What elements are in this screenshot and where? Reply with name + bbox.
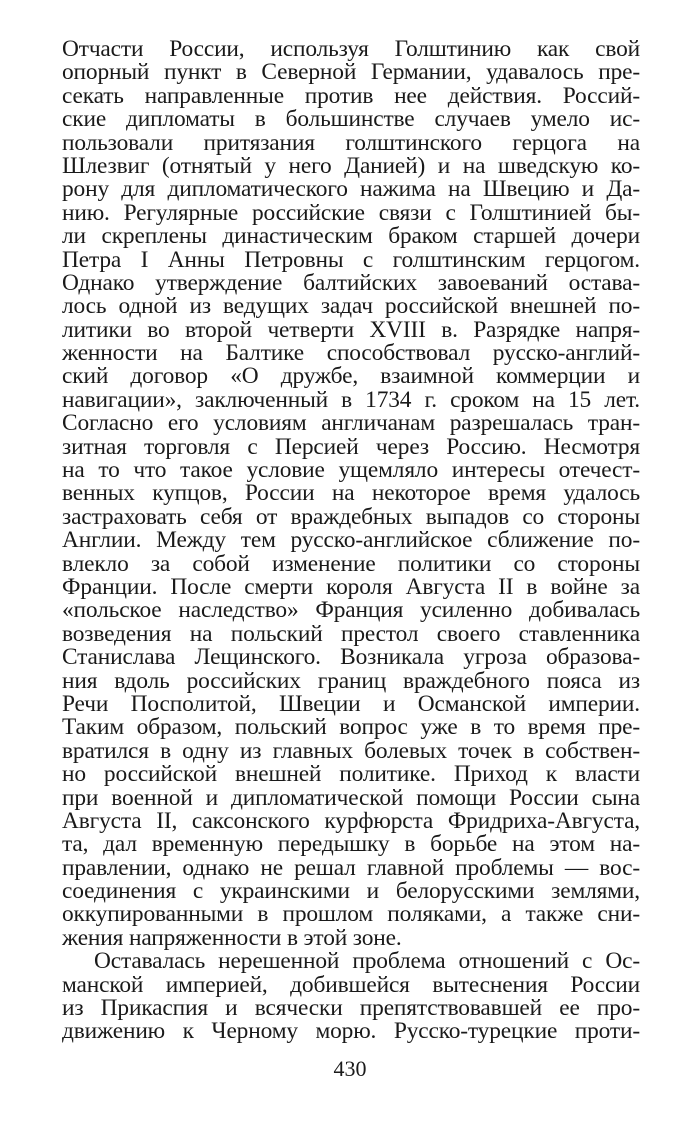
text-line: рону для дипломатического нажима на Швецию и Да- bbox=[62, 176, 640, 203]
text-line: ли скреплены династическим браком старшей дочери bbox=[62, 223, 640, 250]
text-line: ния вдоль российских границ враждебного пояса из bbox=[62, 667, 640, 694]
text-line: ский договор «О дружбе, взаимной коммерции и bbox=[62, 363, 640, 390]
text-line: ские дипломаты в большинстве случаев умело ис- bbox=[62, 106, 640, 133]
text-line: Однако утверждение балтийских завоеваний остава- bbox=[62, 269, 640, 296]
text-line: секать направленные против нее действия. Россий- bbox=[62, 82, 640, 109]
text-line: оккупированными в прошлом поляками, а также сни- bbox=[62, 901, 640, 928]
text-line: возведения на польский престол своего ставленника bbox=[62, 620, 640, 647]
text-line: литики во второй четверти XVIII в. Разрядке напря- bbox=[62, 316, 640, 343]
text-line: опорный пункт в Северной Германии, удавалось пре- bbox=[62, 59, 640, 86]
text-line: лось одной из ведущих задач российской внешней по- bbox=[62, 293, 640, 320]
text-line: соединения с украинскими и белорусскими землями, bbox=[62, 878, 640, 905]
text-line: на то что такое условие ущемляло интересы отечест- bbox=[62, 457, 640, 484]
text-line: но российской внешней политике. Приход к власти bbox=[62, 761, 640, 788]
text-line: Англии. Между тем русско-английское сближение по- bbox=[62, 527, 640, 554]
text-line: при военной и дипломатической помощи России сына bbox=[62, 784, 640, 811]
text-line: Петра I Анны Петровны с голштинским герцогом. bbox=[62, 246, 640, 273]
text-line: Речи Посполитой, Швеции и Османской империи. bbox=[62, 690, 640, 717]
text-line: из Прикаспия и всячески препятствовавшей ее про- bbox=[62, 995, 640, 1022]
page-number: 430 bbox=[333, 1056, 367, 1081]
text-line: Августа II, саксонского курфюрста Фридриха-Августа, bbox=[62, 807, 640, 834]
text-line: Таким образом, польский вопрос уже в то время пре- bbox=[62, 714, 640, 741]
text-line: Оставалась нерешенной проблема отношений с Ос- bbox=[94, 948, 640, 975]
text-line: Отчасти России, используя Голштинию как свой bbox=[62, 36, 640, 62]
text-line: Станислава Лещинского. Возникала угроза образова- bbox=[62, 644, 640, 671]
text-line: застраховать себя от враждебных выпадов со стороны bbox=[62, 503, 640, 530]
text-line: венных купцов, России на некоторое время удалось bbox=[62, 480, 640, 507]
text-line: зитная торговля с Персией через Россию. Несмотря bbox=[62, 433, 640, 460]
text-line: правлении, однако не решал главной проблемы — вос- bbox=[62, 854, 640, 881]
text-line: вратился в одну из главных болевых точек в собствен- bbox=[62, 737, 640, 764]
text-line: Франции. После смерти короля Августа II в войне за bbox=[62, 573, 640, 600]
paragraph-2 bbox=[62, 950, 640, 1044]
text-line: пользовали притязания голштинского герцога на bbox=[62, 129, 640, 156]
text-line: та, дал временную передышку в борьбе на этом на- bbox=[62, 831, 640, 858]
text-line: Шлезвиг (отнятый у него Данией) и на шведскую ко- bbox=[62, 152, 640, 179]
text-line: Согласно его условиям англичанам разрешалась тран- bbox=[62, 410, 640, 437]
text-line: влекло за собой изменение политики со стороны bbox=[62, 550, 640, 577]
text-line: «польское наследство» Франция усиленно добивалась bbox=[62, 597, 640, 624]
text-line: навигации», заключенный в 1734 г. сроком на 15 лет. bbox=[62, 386, 640, 413]
text-line: женности на Балтике способствовал русско-англий- bbox=[62, 340, 640, 367]
text-line: жения напряженности в этой зоне. bbox=[62, 924, 402, 951]
paragraph-1 bbox=[62, 38, 640, 950]
body-text bbox=[62, 38, 640, 1044]
text-line: манской империей, добившейся вытеснения России bbox=[62, 971, 640, 998]
text-line: движению к Черному морю. Русско-турецкие проти- bbox=[62, 1018, 640, 1045]
text-line: нию. Регулярные российские связи с Голштинией бы- bbox=[62, 199, 640, 226]
